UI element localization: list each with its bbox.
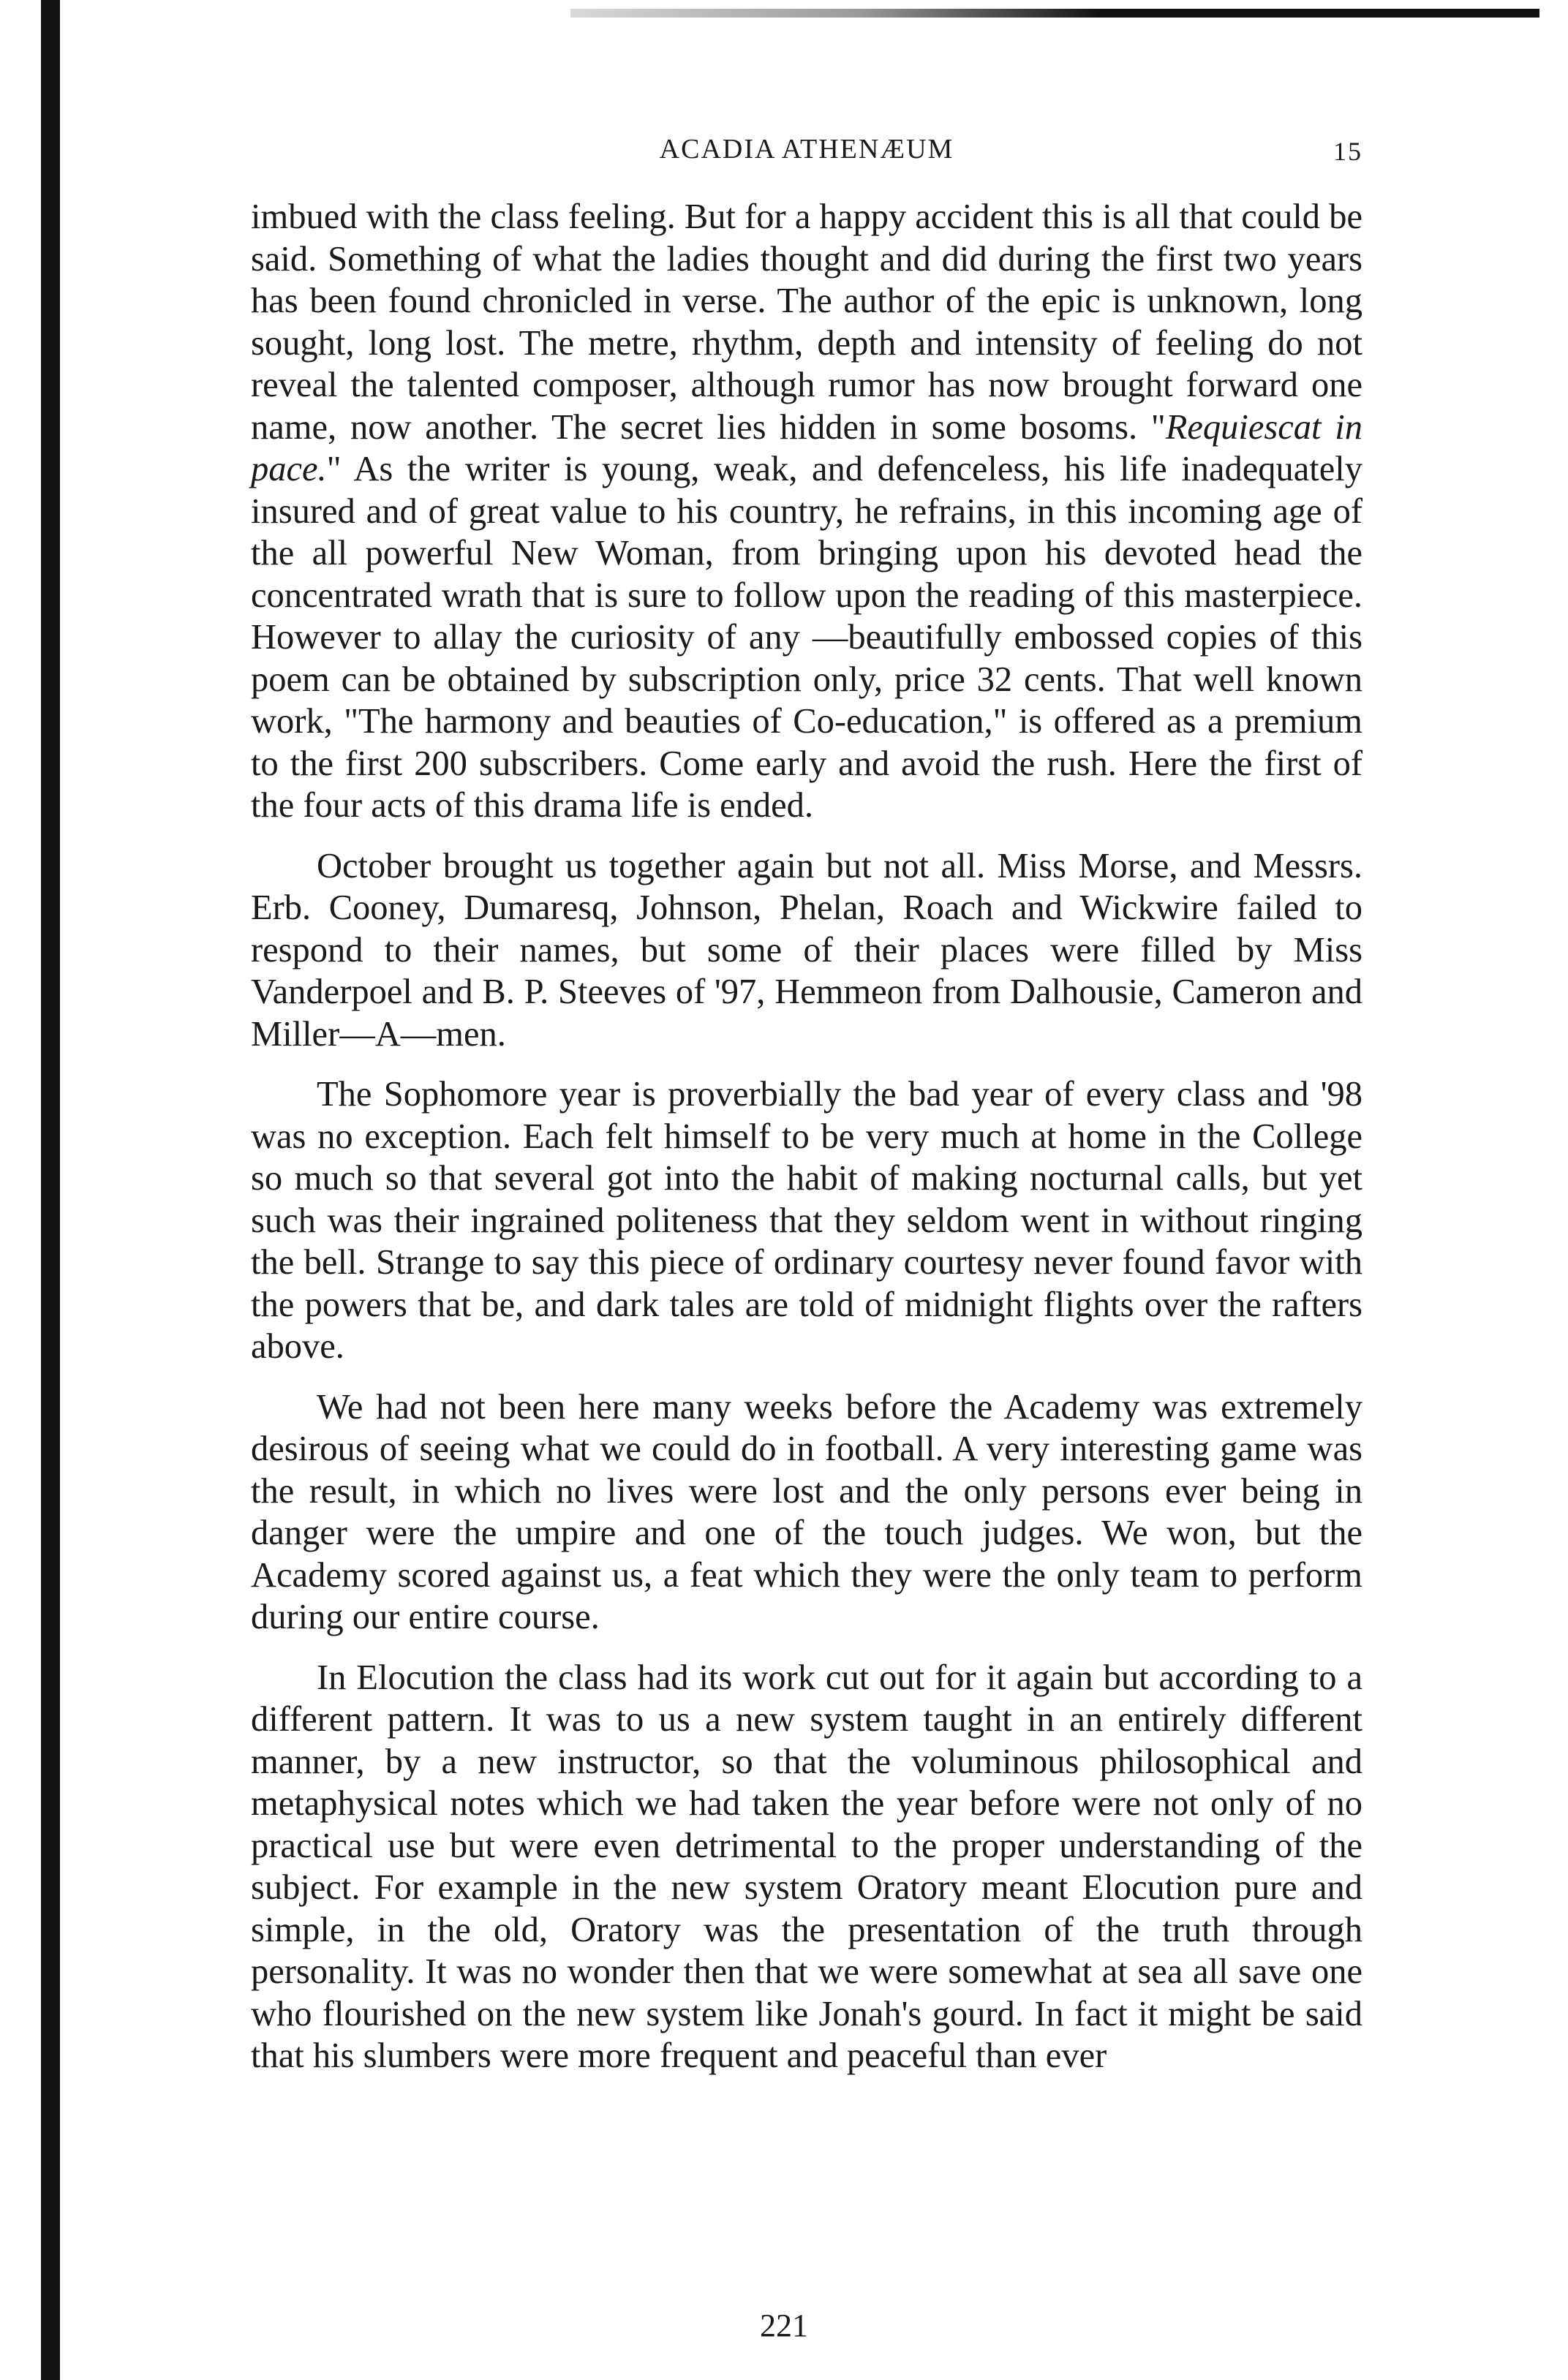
footer-folio: 221: [760, 2308, 808, 2343]
page-header: [251, 124, 1362, 183]
running-head: ACADIA ATHENÆUM: [659, 134, 954, 165]
paragraph-1-text-before: imbued with the class feeling. But for a happy accident this is all that could be said. Something of what the ladies thought and did during the first two years has been found chronicled in verse. The author of the epic is unknown, long sought, long lost. The metre, rhythm, depth and intensity of feeling do not reveal the talented composer, although rumor has now brought forward one name, now another. The secret lies hidden in some bosoms. ": [251, 197, 1362, 447]
paragraph-5: In Elocution the class had its work cut out for it again but according to a different pattern. It was to us a new system taught in an entirely different manner, by a new instructor, so that the voluminous philosophical and metaphysical notes which we had taken the year before were not only of no practical use but were even detrimental to the proper understanding of the subject. For example in the new system Oratory meant Elocution pure and simple, in the old, Oratory was the presentation of the truth through personality. It was no wonder then that we were somewhat at sea all save one who flourished on the new system like Jonah's gourd. In fact it might be said that his slumbers were more frequent and peaceful than ever: [251, 1658, 1362, 2075]
scan-edge-bar: [41, 0, 60, 2380]
body-text: [251, 196, 1362, 2077]
paragraph-4: We had not been here many weeks before the Academy was extremely desirous of seeing what we could do in football. A very interesting game was the result, in which no lives were lost and the only persons ever being in danger were the umpire and one of the touch judges. We won, but the Academy scored against us, a feat which they were the only team to perform during our entire course.: [251, 1387, 1362, 1636]
document-page: [251, 124, 1362, 2096]
page-number: 15: [1333, 137, 1362, 166]
paragraph-2: October brought us together again but not all. Miss Morse, and Messrs. Erb. Cooney, Dumaresq, Johnson, Phelan, Roach and Wickwire failed to respond to their names, but some of their places were filled by Miss Vanderpoel and B. P. Steeves of '97, Hemmeon from Dalhousie, Cameron and Miller—A—men.: [251, 846, 1362, 1054]
paragraph-1-latin-phrase: Requiescat in pace.: [251, 407, 1362, 488]
scan-top-rule: [570, 9, 1539, 18]
paragraph-3: The Sophomore year is proverbially the bad year of every class and '98 was no exception. Each felt himself to be very much at home in the College so much so that several got into the habit of making nocturnal calls, but yet such was their ingrained politeness that they seldom went in without ringing the bell. Strange to say this piece of ordinary courtesy never found favor with the powers that be, and dark tales are told of midnight flights over the rafters above.: [251, 1075, 1362, 1366]
paragraph-1-text-after: " As the writer is young, weak, and defenceless, his life inadequately insured and of great value to his country, he refrains, in this incoming age of the all powerful New Woman, from bringing upon his devoted head the concentrated wrath that is sure to follow upon the reading of this masterpiece. However to allay the curiosity of any —beautifully embossed copies of this poem can be obtained by subscription only, price 32 cents. That well known work, "The harmony and beauties of Co-education," is offered as a premium to the first 200 subscribers. Come early and avoid the rush. Here the first of the four acts of this drama life is ended.: [251, 450, 1362, 825]
paragraph-1: [251, 196, 1362, 827]
